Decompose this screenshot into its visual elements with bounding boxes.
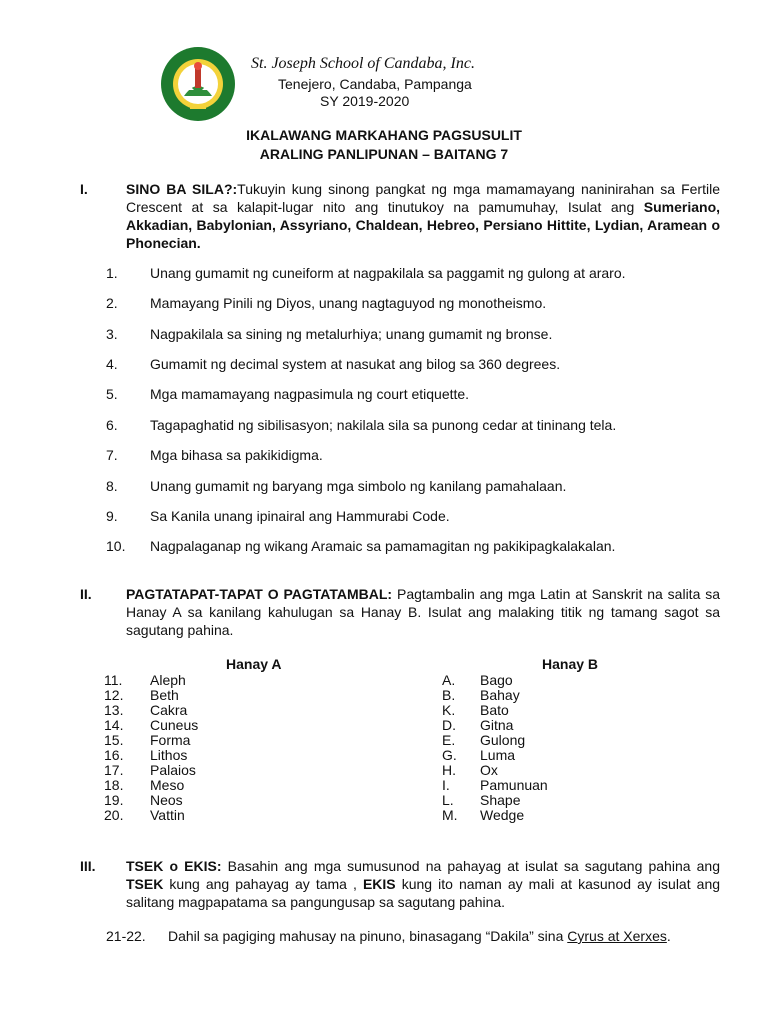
- hanay-b-word: Wedge: [480, 807, 525, 823]
- hanay-a-number: 17.: [104, 762, 124, 778]
- hanay-a-number: 11.: [104, 672, 123, 688]
- hanay-b-title: Hanay B: [542, 656, 599, 672]
- hanay-a-word: Aleph: [150, 672, 186, 688]
- item-21-22-text: [168, 928, 728, 944]
- hanay-a-word: Neos: [150, 792, 183, 808]
- hanay-a-word: Vattin: [150, 807, 185, 823]
- list-item-text: Mamayang Pinili ng Diyos, unang nagtaguyod ng monotheismo.: [150, 295, 547, 311]
- list-item-number: 5.: [106, 386, 118, 402]
- list-item-number: 1.: [106, 265, 118, 281]
- list-item-text: Gumamit ng decimal system at nasukat ang bilog sa 360 degrees.: [150, 356, 561, 372]
- hanay-b-letter: I.: [442, 777, 450, 793]
- exam-subtitle: ARALING PANLIPUNAN – BAITANG 7: [259, 146, 509, 162]
- item-21-22-number: 21-22.: [106, 928, 146, 944]
- list-item-number: 9.: [106, 508, 118, 524]
- school-address: Tenejero, Candaba, Pampanga: [278, 76, 472, 92]
- item-21-22-underlined: Cyrus at Xerxes: [567, 928, 667, 944]
- school-year: SY 2019-2020: [320, 93, 410, 109]
- hanay-a-word: Beth: [150, 687, 179, 703]
- section3-heading: TSEK o EKIS:: [126, 858, 222, 874]
- section3-numeral: III.: [80, 858, 96, 874]
- list-item-number: 8.: [106, 478, 118, 494]
- section2-heading: PAGTATAPAT-TAPAT O PAGTATAMBAL:: [126, 586, 393, 602]
- section1-instruction-text: Tukuyin kung sinong pangkat ng mga mamamayang naninirahan sa Fertile Crescent at sa kalapit-lugar nito ang tinutukoy na pamumuhay, Isulat ang: [126, 181, 720, 215]
- hanay-b-word: Gulong: [480, 732, 526, 748]
- section2-instruction-text: Pagtambalin ang mga Latin at Sanskrit na salita sa Hanay A sa kanilang kahulugan sa Hanay B. Isulat ang malaking titik ng tamang sagot sa sagutang pahina.: [126, 586, 721, 638]
- section1-numeral: I.: [80, 181, 88, 197]
- hanay-b-word: Shape: [480, 792, 521, 808]
- section3-instruction-part3: kung ito naman ay mali at kasunod ay isulat ang salitang magpapatama sa pangungusap sa sagutang pahina.: [126, 876, 721, 910]
- hanay-a-number: 15.: [104, 732, 124, 748]
- hanay-a-title: Hanay A: [226, 656, 282, 672]
- tsek-label: TSEK: [126, 876, 164, 892]
- list-item-number: 2.: [106, 295, 118, 311]
- hanay-a-word: Cakra: [150, 702, 188, 718]
- list-item-number: 7.: [106, 447, 118, 463]
- hanay-b-letter: M.: [442, 807, 458, 823]
- hanay-a-word: Lithos: [150, 747, 188, 763]
- hanay-a-number: 19.: [104, 792, 124, 808]
- school-name: St. Joseph School of Candaba, Inc.: [251, 55, 475, 72]
- hanay-b-letter: L.: [442, 792, 454, 808]
- ekis-label: EKIS: [362, 876, 396, 892]
- hanay-b-word: Pamunuan: [480, 777, 548, 793]
- exam-title: IKALAWANG MARKAHANG PAGSUSULIT: [246, 127, 522, 143]
- list-item-text: Nagpalaganap ng wikang Aramaic sa pamamagitan ng pakikipagkalakalan.: [150, 538, 616, 554]
- list-item-text: Unang gumamit ng baryang mga simbolo ng kanilang pamahalaan.: [150, 478, 567, 494]
- hanay-a-word: Meso: [150, 777, 185, 793]
- list-item-number: 4.: [106, 356, 118, 372]
- list-item-text: Mga bihasa sa pakikidigma.: [150, 447, 323, 463]
- section2-instructions: [126, 585, 720, 639]
- hanay-a-word: Palaios: [150, 762, 196, 778]
- hanay-b-letter: G.: [442, 747, 457, 763]
- hanay-a-number: 16.: [104, 747, 124, 763]
- section3-instruction-part1: Basahin ang mga sumusunod na pahayag at isulat sa sagutang pahina ang: [227, 858, 721, 874]
- list-item-number: 10.: [106, 538, 126, 554]
- hanay-b-word: Luma: [480, 747, 516, 763]
- hanay-a-number: 12.: [104, 687, 124, 703]
- section1-instructions: [126, 180, 720, 252]
- list-item-text: Tagapaghatid ng sibilisasyon; nakilala sila sa punong cedar at tininang tela.: [150, 417, 617, 433]
- school-seal-icon: [160, 46, 236, 122]
- hanay-a-number: 18.: [104, 777, 124, 793]
- section1-choices: Sumeriano, Akkadian, Babylonian, Assyriano, Chaldean, Hebreo, Persiano Hittite, Lydian, Aramean o Phonecian.: [126, 199, 721, 251]
- section2-numeral: II.: [80, 586, 92, 602]
- hanay-b-word: Gitna: [480, 717, 514, 733]
- hanay-b-letter: K.: [442, 702, 456, 718]
- hanay-a-word: Forma: [150, 732, 191, 748]
- section3-instruction-part2: kung ang pahayag ay tama ,: [169, 876, 357, 892]
- hanay-a-number: 14.: [104, 717, 124, 733]
- hanay-b-letter: B.: [442, 687, 456, 703]
- list-item-number: 3.: [106, 326, 118, 342]
- hanay-b-letter: A.: [442, 672, 456, 688]
- hanay-a-number: 20.: [104, 807, 124, 823]
- list-item-text: Mga mamamayang nagpasimula ng court etiquette.: [150, 386, 470, 402]
- hanay-b-letter: E.: [442, 732, 456, 748]
- section3-instructions: [126, 857, 720, 911]
- hanay-b-letter: H.: [442, 762, 456, 778]
- list-item-text: Sa Kanila unang ipinairal ang Hammurabi Code.: [150, 508, 450, 524]
- list-item-number: 6.: [106, 417, 118, 433]
- hanay-b-word: Bato: [480, 702, 509, 718]
- hanay-b-word: Ox: [480, 762, 498, 778]
- list-item-text: Nagpakilala sa sining ng metalurhiya; unang gumamit ng bronse.: [150, 326, 553, 342]
- school-logo: [160, 46, 236, 122]
- hanay-b-word: Bago: [480, 672, 513, 688]
- list-item-text: Unang gumamit ng cuneiform at nagpakilala sa paggamit ng gulong at araro.: [150, 265, 626, 281]
- hanay-a-number: 13.: [104, 702, 124, 718]
- hanay-b-word: Bahay: [480, 687, 520, 703]
- item-21-22-statement: Dahil sa pagiging mahusay na pinuno, binasagang “Dakila” sina: [168, 928, 564, 944]
- hanay-b-letter: D.: [442, 717, 456, 733]
- section1-heading: SINO BA SILA?:: [126, 181, 238, 197]
- hanay-a-word: Cuneus: [150, 717, 199, 733]
- item-21-22-period: .: [666, 928, 671, 944]
